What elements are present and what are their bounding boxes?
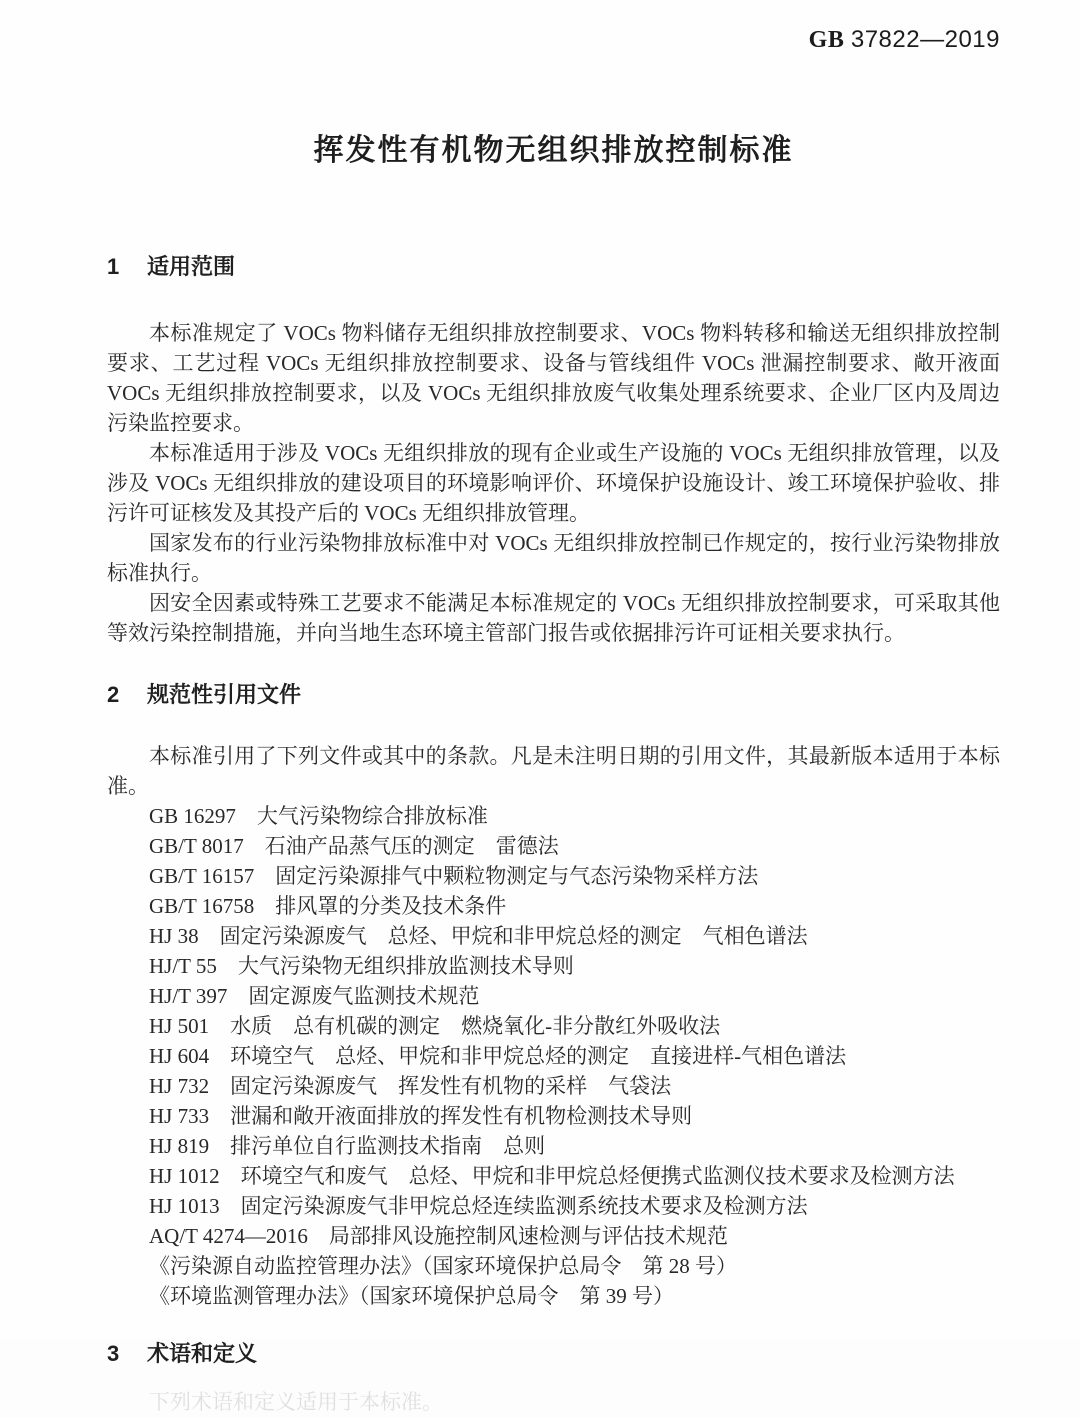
reference-item: AQ/T 4274—2016 局部排风设施控制风速检测与评估技术规范	[149, 1224, 728, 1248]
reference-item: HJ 1013 固定污染源废气非甲烷总烃连续监测系统技术要求及检测方法	[149, 1194, 808, 1218]
reference-item: HJ 604 环境空气 总烃、甲烷和非甲烷总烃的测定 直接进样-气相色谱法	[149, 1044, 847, 1068]
reference-item: HJ/T 397 固定源废气监测技术规范	[149, 984, 480, 1008]
doc-code	[107, 24, 1000, 56]
reference-item: GB/T 16157 固定污染源排气中颗粒物测定与气态污染物采样方法	[149, 864, 759, 888]
reference-item: HJ 819 排污单位自行监测技术指南 总则	[149, 1134, 546, 1158]
section1-heading	[107, 252, 1000, 282]
section1-body	[107, 318, 1000, 648]
section2-heading-label: 规范性引用文件	[147, 682, 302, 707]
section1-heading-label: 适用范围	[147, 254, 236, 279]
reference-item: GB 16297 大气污染物综合排放标准	[149, 804, 488, 828]
section3-number: 3	[107, 1341, 120, 1366]
section1-number: 1	[107, 254, 120, 279]
reference-item: HJ 1012 环境空气和废气 总烃、甲烷和非甲烷总烃便携式监测仪技术要求及检测方法	[149, 1164, 955, 1188]
doc-code-prefix: GB	[808, 27, 845, 53]
reference-item: HJ 732 固定污染源废气 挥发性有机物的采样 气袋法	[149, 1074, 672, 1098]
doc-code-number: 37822—2019	[850, 26, 1000, 53]
section2-body	[107, 741, 1000, 1311]
section3-heading	[107, 1339, 1000, 1369]
reference-item: HJ/T 55 大气污染物无组织排放监测技术导则	[149, 954, 574, 978]
section2-number: 2	[107, 682, 120, 707]
section3-partial-line: 下列术语和定义适用于本标准。	[149, 1390, 443, 1414]
reference-item: 《污染源自动监控管理办法》（国家环境保护总局令 第 28 号）	[149, 1254, 737, 1278]
section1-paragraph: 因安全因素或特殊工艺要求不能满足本标准规定的 VOCs 无组织排放控制要求，可采取其他等效污染控制措施，并向当地生态环境主管部门报告或依据排污许可证相关要求执行。	[107, 591, 1000, 645]
section2-heading	[107, 680, 1000, 710]
section1-paragraph: 本标准适用于涉及 VOCs 无组织排放的现有企业或生产设施的 VOCs 无组织排放管理，以及涉及 VOCs 无组织排放的建设项目的环境影响评价、环境保护设施设计、竣工环境保护验收、排污许可证核发及其投产后的 VOCs 无组织排放管理。	[107, 441, 1000, 525]
reference-item: GB/T 16758 排风罩的分类及技术条件	[149, 894, 507, 918]
references-intro: 本标准引用了下列文件或其中的条款。凡是未注明日期的引用文件，其最新版本适用于本标准。	[107, 744, 1000, 798]
section1-paragraph: 国家发布的行业污染物排放标准中对 VOCs 无组织排放控制已作规定的，按行业污染物排放标准执行。	[107, 531, 1000, 585]
reference-item: GB/T 8017 石油产品蒸气压的测定 雷德法	[149, 834, 559, 858]
document-title: 挥发性有机物无组织排放控制标准	[313, 134, 794, 167]
section1-paragraph: 本标准规定了 VOCs 物料储存无组织排放控制要求、VOCs 物料转移和输送无组织排放控制要求、工艺过程 VOCs 无组织排放控制要求、设备与管线组件 VOCs 泄漏控制要求、敞开液面 VOCs 无组织排放控制要求，以及 VOCs 无组织排放废气收集处理系统要求、企业厂区内及周边污染监控要求。	[107, 321, 1000, 435]
reference-item: HJ 38 固定污染源废气 总烃、甲烷和非甲烷总烃的测定 气相色谱法	[149, 924, 808, 948]
reference-item: HJ 501 水质 总有机碳的测定 燃烧氧化-非分散红外吸收法	[149, 1014, 721, 1038]
section3-heading-label: 术语和定义	[147, 1341, 258, 1366]
reference-item: 《环境监测管理办法》（国家环境保护总局令 第 39 号）	[149, 1284, 674, 1308]
reference-item: HJ 733 泄漏和敞开液面排放的挥发性有机物检测技术导则	[149, 1104, 693, 1128]
